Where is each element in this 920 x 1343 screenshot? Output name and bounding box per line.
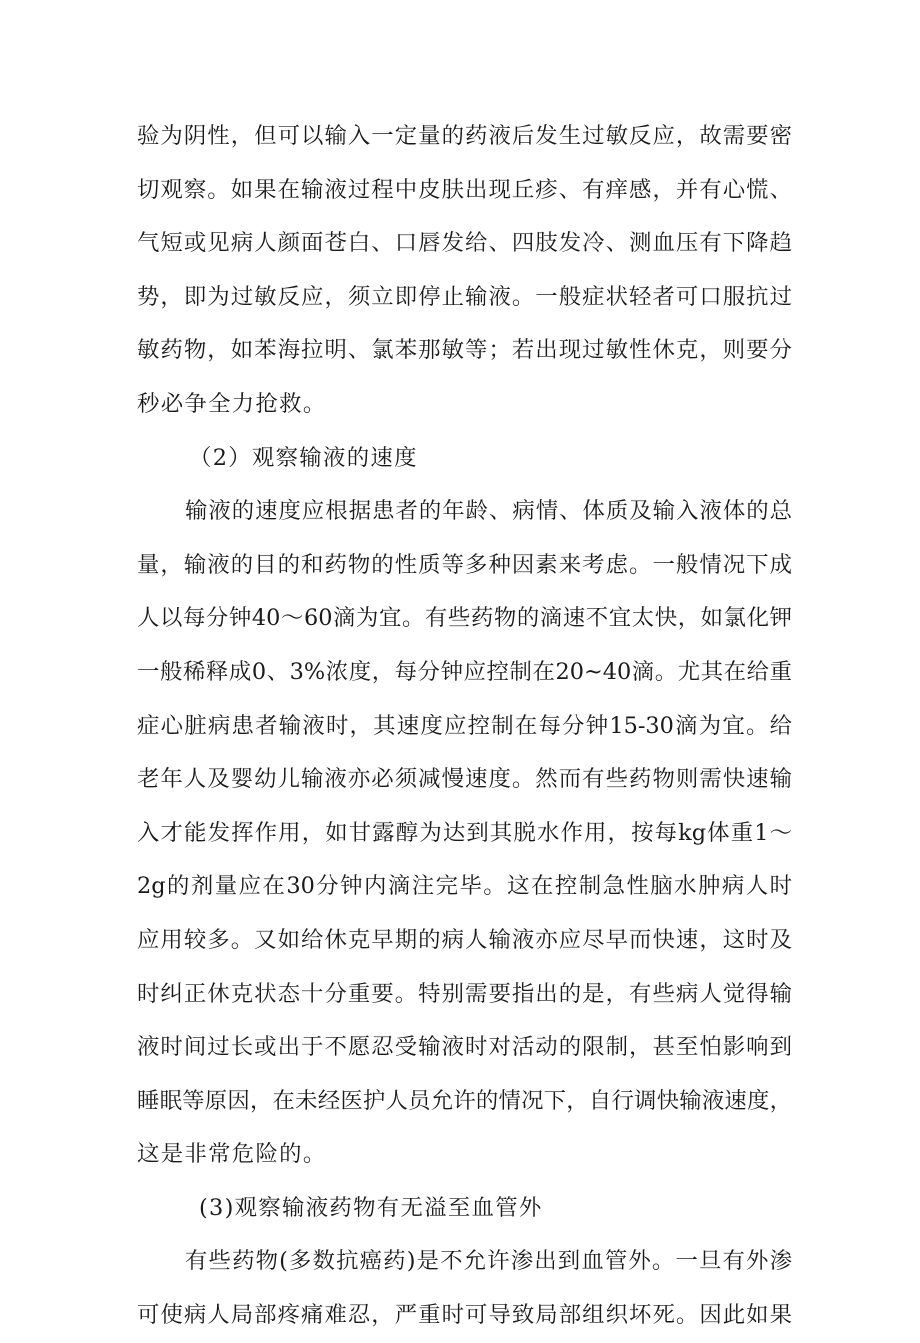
text-line: 2g的剂量应在30分钟内滴注完毕。这在控制急性脑水肿病人时 (137, 873, 792, 900)
text-line: 症心脏病患者输液时，其速度应控制在每分钟15-30滴为宜。给 (137, 712, 792, 739)
text-line: 睡眠等原因，在未经医护人员允许的情况下，自行调快输液速度， (137, 1087, 792, 1114)
text-line: 有些药物(多数抗癌药)是不允许渗出到血管外。一旦有外渗 (185, 1248, 792, 1275)
text-line: 一般稀释成0、3%浓度，每分钟应控制在20~40滴。尤其在给重 (137, 658, 792, 685)
text-line: 这是非常危险的。 (137, 1141, 327, 1168)
text-line: 切观察。如果在输液过程中皮肤出现丘疹、有痒感，并有心慌、 (137, 176, 792, 203)
text-line: 液时间过长或出于不愿忍受输液时对活动的限制，甚至怕影响到 (137, 1034, 792, 1061)
text-line: 时纠正休克状态十分重要。特别需要指出的是，有些病人觉得输 (137, 980, 792, 1007)
text-line: 量，输液的目的和药物的性质等多种因素来考虑。一般情况下成 (137, 551, 792, 578)
text-line: 秒必争全力抢救。 (137, 390, 327, 417)
text-line: 老年人及婴幼儿输液亦必须减慢速度。然而有些药物则需快速输 (137, 766, 792, 793)
text-line: 输液的速度应根据患者的年龄、病情、体质及输入液体的总 (185, 498, 792, 525)
text-line: 入才能发挥作用，如甘露醇为达到其脱水作用，按每kg体重1～ (137, 819, 792, 846)
text-line: 人以每分钟40～60滴为宜。有些药物的滴速不宜太快，如氯化钾 (137, 605, 792, 632)
text-line: 势，即为过敏反应，须立即停止输液。一般症状轻者可口服抗过 (137, 283, 792, 310)
body-text (137, 110, 792, 1343)
text-line: 可使病人局部疼痛难忍，严重时可导致局部组织坏死。因此如果 (137, 1302, 792, 1329)
text-line: 气短或见病人颜面苍白、口唇发给、四肢发冷、测血压有下降趋 (137, 230, 792, 257)
text-line: （2）观察输液的速度 (189, 444, 418, 471)
text-line: 验为阴性，但可以输入一定量的药液后发生过敏反应，故需要密 (137, 123, 792, 149)
text-line: (3)观察输液药物有无溢至血管外 (199, 1194, 543, 1221)
text-line: 应用较多。又如给休克早期的病人输液亦应尽早而快速，这时及 (137, 926, 792, 953)
text-line: 敏药物，如苯海拉明、氯苯那敏等；若出现过敏性休克，则要分 (137, 337, 792, 364)
